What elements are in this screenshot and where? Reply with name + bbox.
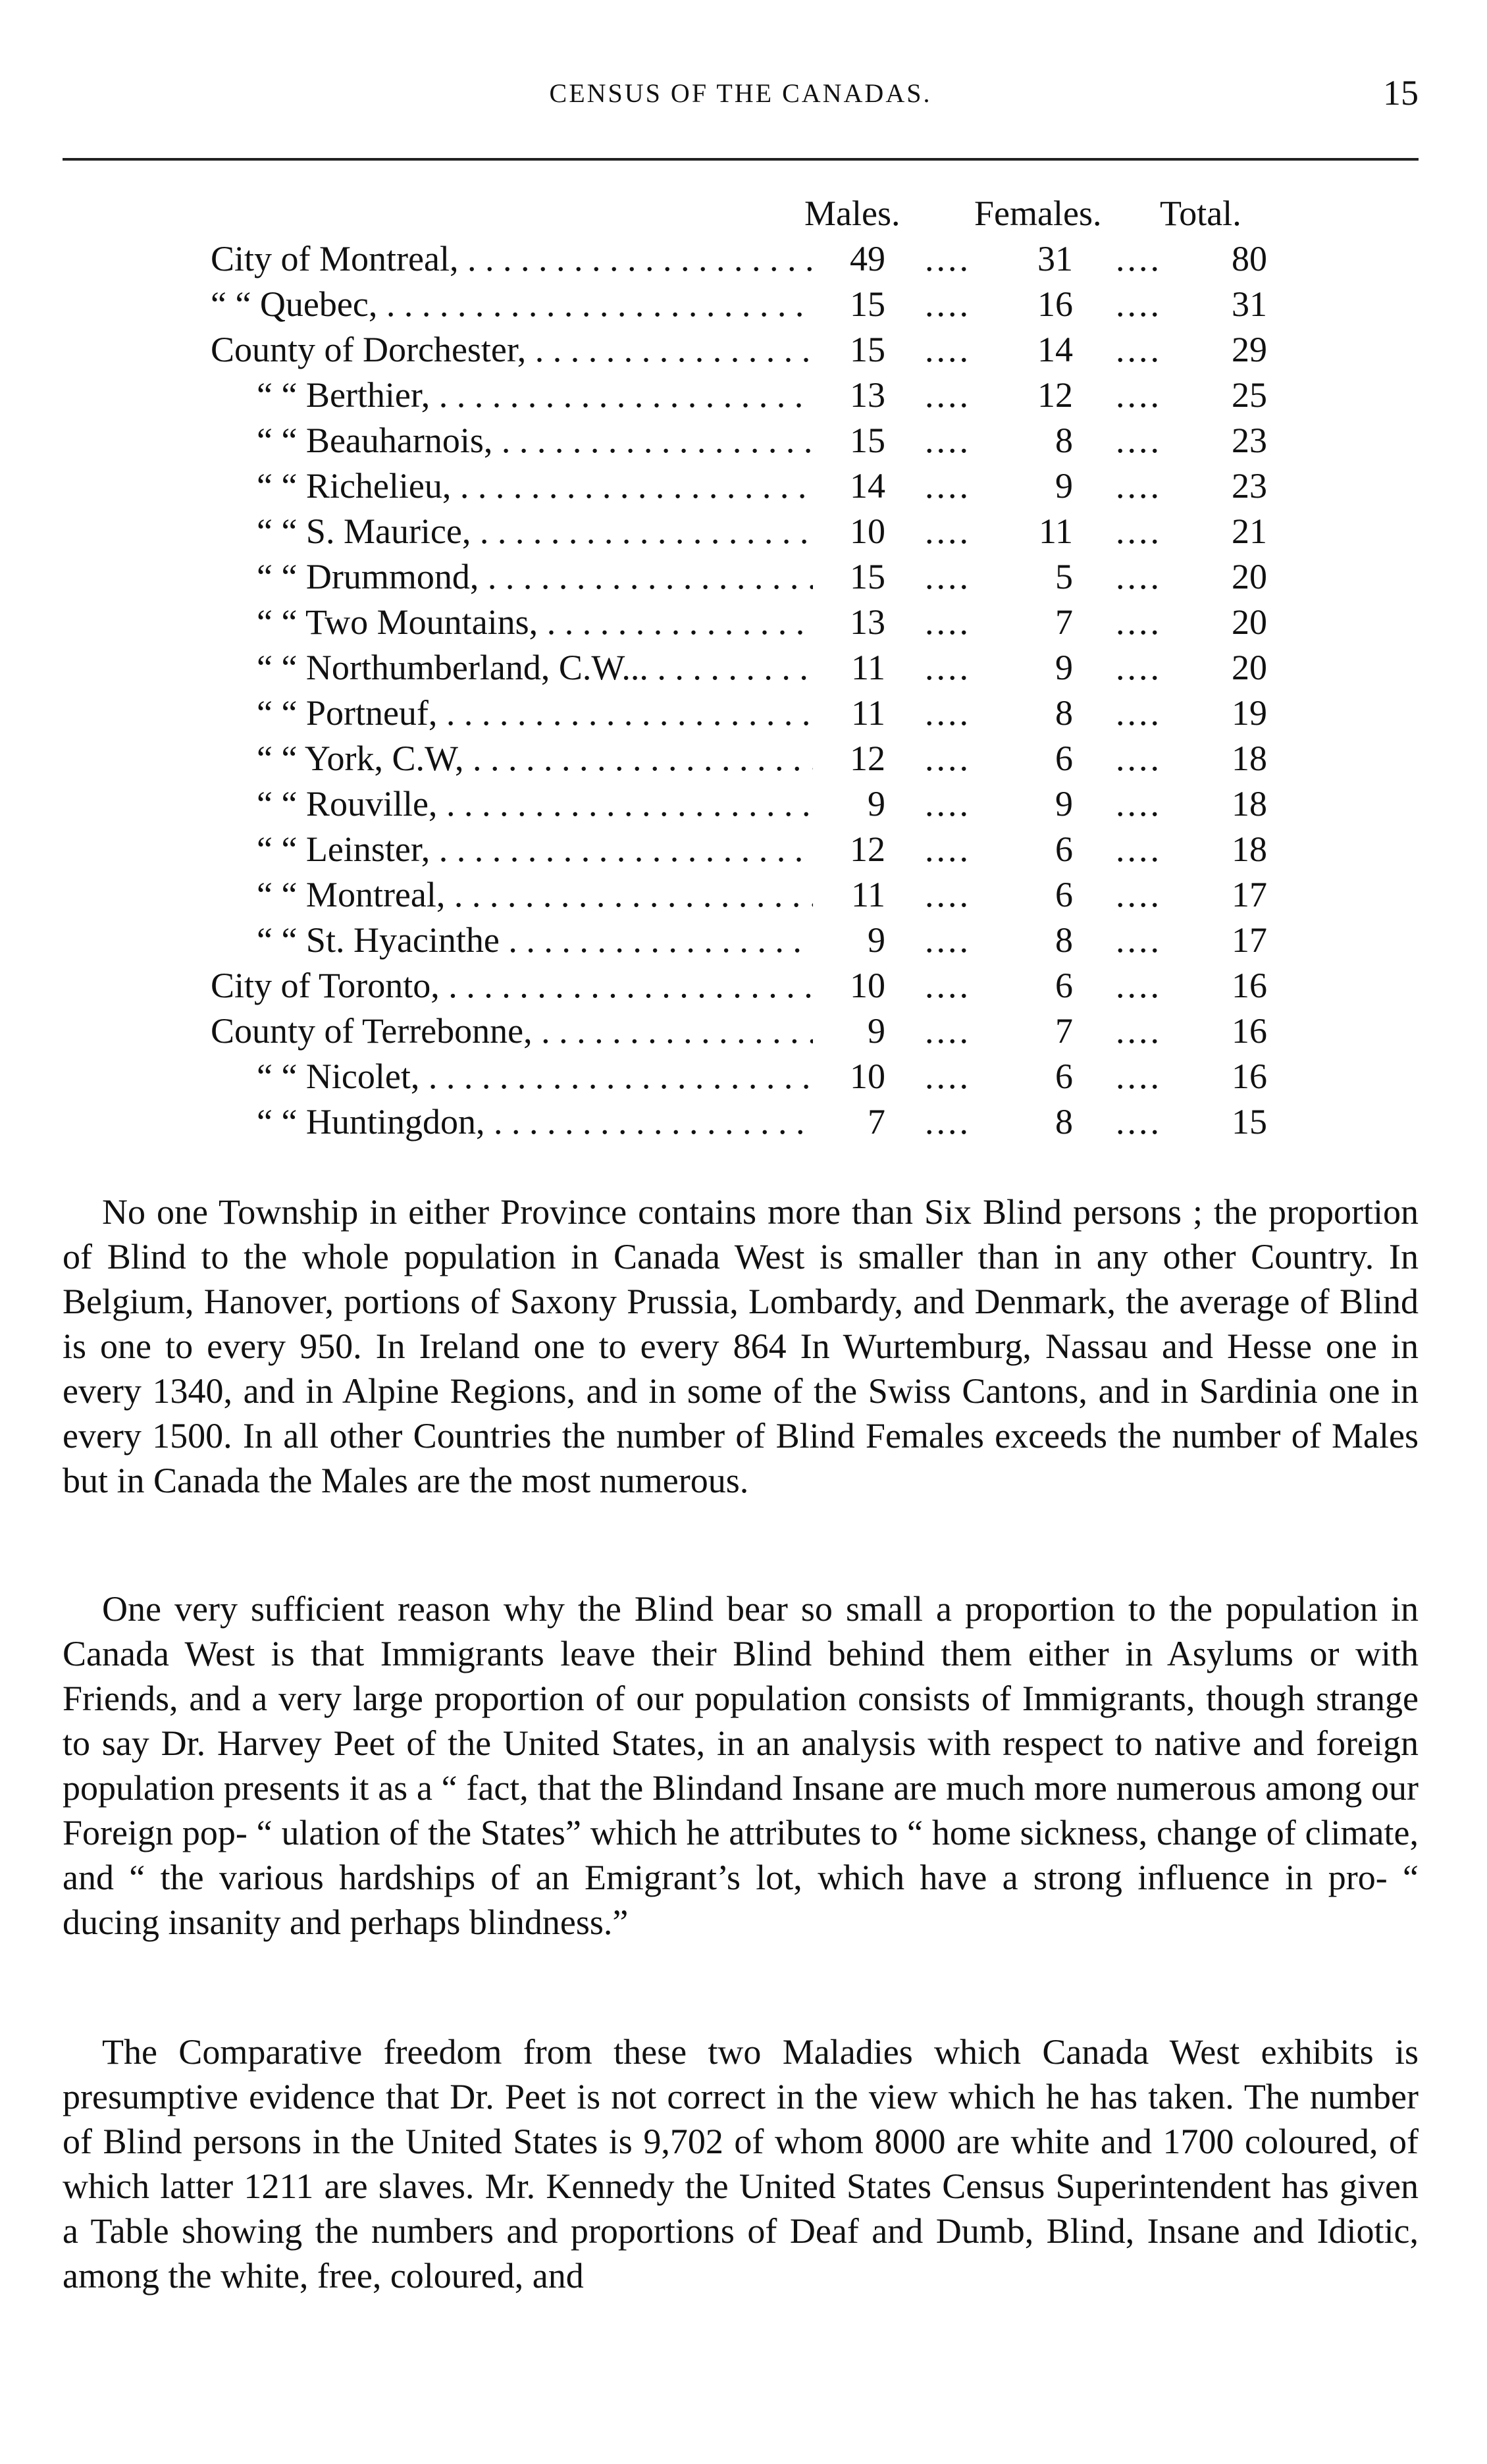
cell-females: 8 [1055,1102,1073,1141]
cell-males: 9 [868,784,885,824]
cell-total: 21 [1232,511,1267,551]
leader-dots: .... [1116,602,1162,642]
paragraph-blind-proportion: No one Township in either Province contains more than Six Blind persons ; the proportion of Blind to the whole population in Canada West is smaller than in any other Country. In Belgium, Hanover, portions of Saxony Prussia, Lombardy, and Denmark, the average of Blind is one to every 950. In Ireland one to every 864 In Wurtemburg, Nassau and Hesse one in every 1340, and in Alpine Regions, and in some of the Swiss Cantons, and in Sardinia one in every 1500. In all other Countries the number of Blind Females exceeds the number of Males but in Canada the Males are the most numerous. [63,1192,1419,1500]
row-name-label: City of Toronto, . . . [211,963,813,1009]
leader-dots: .... [925,421,971,460]
table-row [0,327,1487,373]
table-header-row [0,191,1487,236]
cell-males: 9 [868,1011,885,1051]
leader-dots: .... [1116,375,1162,415]
leader-dots: .... [1116,1011,1162,1051]
cell-females: 12 [1037,375,1073,415]
row-name [257,1054,813,1099]
cell-females: 11 [1039,511,1073,551]
cell-total: 25 [1232,375,1267,415]
row-name [211,282,813,327]
row-name-label: “ “ York, C.W, . . . [257,736,813,781]
cell-males: 7 [868,1102,885,1141]
cell-males: 10 [850,1057,885,1096]
cell-males: 12 [850,829,885,869]
row-name [257,463,813,509]
row-name-label: County of Terrebonne, . . . [211,1009,813,1054]
cell-females: 6 [1055,829,1073,869]
table-row [0,463,1487,509]
column-header-females: Females. [974,194,1102,233]
table-row [0,736,1487,781]
row-name-label: “ “ Nicolet, . . . [257,1054,813,1099]
cell-males: 11 [851,648,885,687]
cell-males: 9 [868,920,885,960]
cell-total: 31 [1232,284,1267,324]
cell-females: 8 [1055,920,1073,960]
row-name-label: “ “ St. Hyacinthe . . . [257,918,813,963]
leader-dots: .... [925,739,971,778]
row-name [257,918,813,963]
leader-dots: .... [925,239,971,278]
cell-females: 6 [1055,739,1073,778]
table-row [0,236,1487,282]
column-header-total: Total. [1160,194,1241,233]
row-name-label: “ “ Portneuf, . . . [257,691,813,736]
leader-dots: .... [925,284,971,324]
cell-males: 10 [850,966,885,1005]
row-name-label: “ “ Berthier, . . . [257,373,813,418]
leader-dots: .... [1116,421,1162,460]
leader-dots: .... [1116,330,1162,369]
cell-females: 6 [1055,1057,1073,1096]
cell-females: 6 [1055,875,1073,914]
row-name [211,236,813,282]
cell-females: 16 [1037,284,1073,324]
cell-total: 23 [1232,421,1267,460]
row-name-label: “ “ Quebec, . . . [211,282,813,327]
cell-males: 15 [850,421,885,460]
leader-dots: .... [1116,284,1162,324]
cell-males: 12 [850,739,885,778]
leader-dots: .... [925,602,971,642]
row-name [257,781,813,827]
table-row [0,963,1487,1009]
cell-males: 15 [850,557,885,596]
cell-total: 19 [1232,693,1267,733]
leader-dots: .... [925,1057,971,1096]
table-row [0,554,1487,600]
leader-dots: .... [1116,966,1162,1005]
row-name [257,554,813,600]
leader-dots: .... [925,784,971,824]
cell-total: 17 [1232,875,1267,914]
row-name-label: “ “ Leinster, . . . [257,827,813,872]
row-name [257,418,813,463]
leader-dots: .... [925,511,971,551]
row-name [257,1099,813,1145]
header-rule [63,158,1419,161]
row-name-label: “ “ Northumberland, C.W... . . . [257,645,813,691]
leader-dots: .... [1116,784,1162,824]
leader-dots: .... [925,693,971,733]
leader-dots: .... [1116,875,1162,914]
column-header-males: Males. [804,194,900,233]
cell-females: 9 [1055,648,1073,687]
cell-females: 7 [1055,1011,1073,1051]
leader-dots: .... [925,330,971,369]
cell-total: 23 [1232,466,1267,506]
cell-total: 18 [1232,784,1267,824]
table-row [0,872,1487,918]
cell-females: 6 [1055,966,1073,1005]
cell-total: 20 [1232,602,1267,642]
leader-dots: .... [1116,739,1162,778]
cell-males: 15 [850,330,885,369]
cell-males: 11 [851,875,885,914]
table-row [0,1009,1487,1054]
page-header [63,72,1419,132]
cell-total: 17 [1232,920,1267,960]
leader-dots: .... [1116,1102,1162,1141]
row-name-label: “ “ Montreal, . . . [257,872,813,918]
table-row [0,827,1487,872]
leader-dots: .... [1116,920,1162,960]
cell-males: 15 [850,284,885,324]
row-name-label: City of Montreal, . . . [211,236,813,282]
cell-females: 7 [1055,602,1073,642]
leader-dots: .... [925,966,971,1005]
cell-total: 20 [1232,648,1267,687]
leader-dots: .... [925,557,971,596]
cell-total: 16 [1232,1011,1267,1051]
cell-total: 15 [1232,1102,1267,1141]
cell-total: 80 [1232,239,1267,278]
cell-females: 8 [1055,693,1073,733]
row-name [257,373,813,418]
table-row [0,918,1487,963]
running-title: CENSUS OF THE CANADAS. [549,78,932,108]
row-name [257,600,813,645]
leader-dots: .... [1116,511,1162,551]
leader-dots: .... [925,1011,971,1051]
row-name [211,327,813,373]
row-name [257,509,813,554]
row-name [257,691,813,736]
leader-dots: .... [1116,829,1162,869]
leader-dots: .... [925,648,971,687]
row-name [257,827,813,872]
cell-males: 10 [850,511,885,551]
cell-total: 18 [1232,829,1267,869]
paragraph-immigrants: One very sufficient reason why the Blind bear so small a proportion to the population in Canada West is that Immigrants leave their Blind behind them either in Asylums or with Friends, and a very large proportion of our population consists of Immigrants, though strange to say Dr. Harvey Peet of the United States, in an analysis with respect to native and foreign population presents it as a “ fact, that the Blindand Insane are much more numerous among our Foreign pop- “ ulation of the States” which he attributes to “ home sickness, change of climate, and “ the various hardships of an Emigrant’s lot, which have a strong influence in pro- “ ducing insanity and perhaps blindness.” [63,1589,1419,1942]
row-name [257,645,813,691]
leader-dots: .... [1116,466,1162,506]
paragraph-comparative-freedom: The Comparative freedom from these two Maladies which Canada West exhibits is presumptive evidence that Dr. Peet is not correct in the view which he has taken. The number of Blind persons in the United States is 9,702 of whom 8000 are white and 1700 coloured, of which latter 1211 are slaves. Mr. Kennedy the United States Census Superintendent has given a Table showing the numbers and proportions of Deaf and Dumb, Blind, Insane and Idiotic, among the white, free, coloured, and [63,2032,1419,2295]
page-number: 15 [1383,73,1419,113]
cell-females: 5 [1055,557,1073,596]
cell-females: 8 [1055,421,1073,460]
cell-males: 49 [850,239,885,278]
cell-females: 9 [1055,784,1073,824]
leader-dots: .... [1116,557,1162,596]
table-row [0,418,1487,463]
table-row [0,282,1487,327]
table-row [0,781,1487,827]
row-name [257,736,813,781]
leader-dots: .... [925,466,971,506]
leader-dots: .... [925,375,971,415]
cell-females: 14 [1037,330,1073,369]
cell-total: 29 [1232,330,1267,369]
table-row [0,373,1487,418]
leader-dots: .... [925,1102,971,1141]
row-name-label: “ “ Rouville, . . . [257,781,813,827]
leader-dots: .... [925,875,971,914]
row-name-label: County of Dorchester, . . . [211,327,813,373]
cell-total: 16 [1232,1057,1267,1096]
cell-females: 9 [1055,466,1073,506]
row-name-label: “ “ Huntingdon, . . . [257,1099,813,1145]
row-name-label: “ “ S. Maurice, . . . [257,509,813,554]
row-name [211,1009,813,1054]
table-row [0,1054,1487,1099]
leader-dots: .... [925,920,971,960]
cell-males: 13 [850,602,885,642]
cell-total: 18 [1232,739,1267,778]
table-row [0,509,1487,554]
leader-dots: .... [1116,693,1162,733]
table-row [0,1099,1487,1145]
leader-dots: .... [1116,1057,1162,1096]
cell-males: 14 [850,466,885,506]
leader-dots: .... [1116,648,1162,687]
row-name-label: “ “ Two Mountains, . . . [257,600,813,645]
cell-females: 31 [1037,239,1073,278]
table-row [0,600,1487,645]
table-row [0,691,1487,736]
cell-total: 16 [1232,966,1267,1005]
cell-males: 13 [850,375,885,415]
table-row [0,645,1487,691]
leader-dots: .... [1116,239,1162,278]
row-name [257,872,813,918]
cell-males: 11 [851,693,885,733]
row-name-label: “ “ Drummond, . . . [257,554,813,600]
leader-dots: .... [925,829,971,869]
cell-total: 20 [1232,557,1267,596]
row-name [211,963,813,1009]
row-name-label: “ “ Richelieu, . . . [257,463,813,509]
row-name-label: “ “ Beauharnois, . . . [257,418,813,463]
